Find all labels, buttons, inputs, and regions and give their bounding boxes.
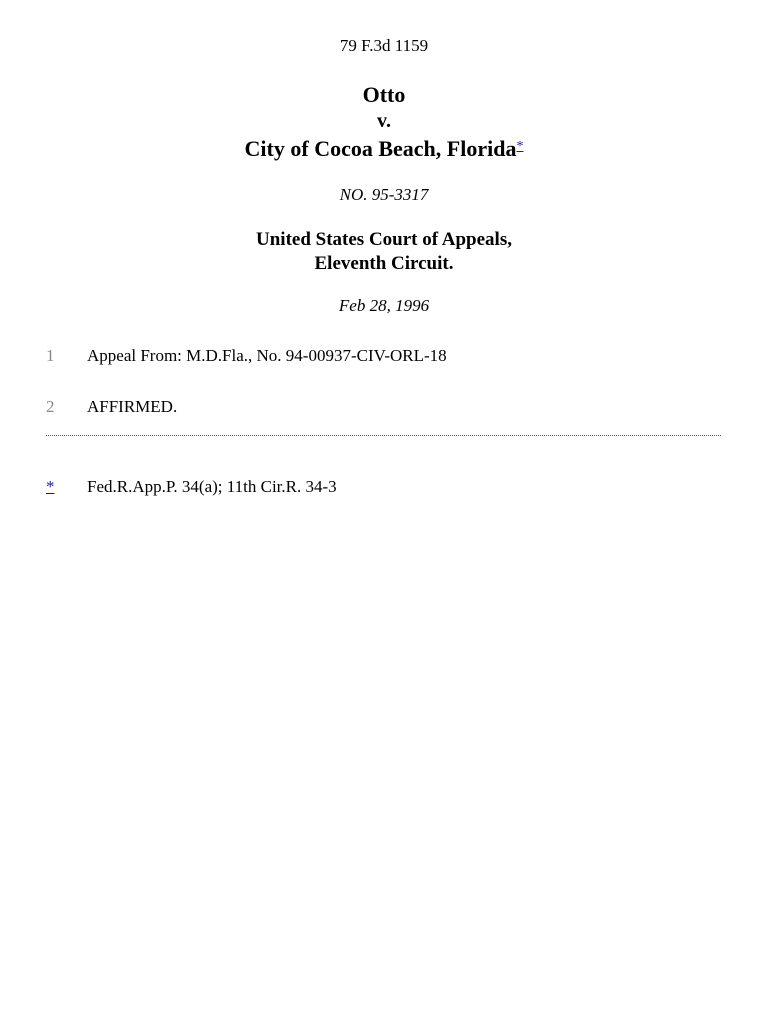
party-two-line	[0, 135, 768, 162]
case-citation: 79 F.3d 1159	[339, 36, 429, 55]
court-name-line-2: Eleventh Circuit.	[314, 253, 454, 274]
footnote-divider	[46, 435, 721, 436]
footnote-reference-link[interactable]: *	[516, 138, 524, 154]
paragraph-number: 1	[46, 346, 55, 365]
docket-number: NO. 95-3317	[339, 185, 429, 204]
case-title	[0, 81, 768, 162]
paragraph-text: AFFIRMED.	[87, 397, 178, 416]
decision-date: Feb 28, 1996	[338, 296, 430, 315]
party-two: City of Cocoa Beach, Florida	[244, 136, 517, 161]
court-name-line-1: United States Court of Appeals,	[256, 229, 512, 250]
footnote-text: Fed.R.App.P. 34(a); 11th Cir.R. 34-3	[87, 477, 337, 496]
versus-label: v.	[377, 110, 391, 132]
court-name	[0, 228, 768, 276]
paragraph-number: 2	[46, 397, 55, 416]
footnote-marker-link[interactable]: *	[46, 477, 55, 496]
paragraph-text: Appeal From: M.D.Fla., No. 94-00937-CIV-ORL-18	[87, 346, 447, 365]
party-one: Otto	[362, 82, 406, 107]
